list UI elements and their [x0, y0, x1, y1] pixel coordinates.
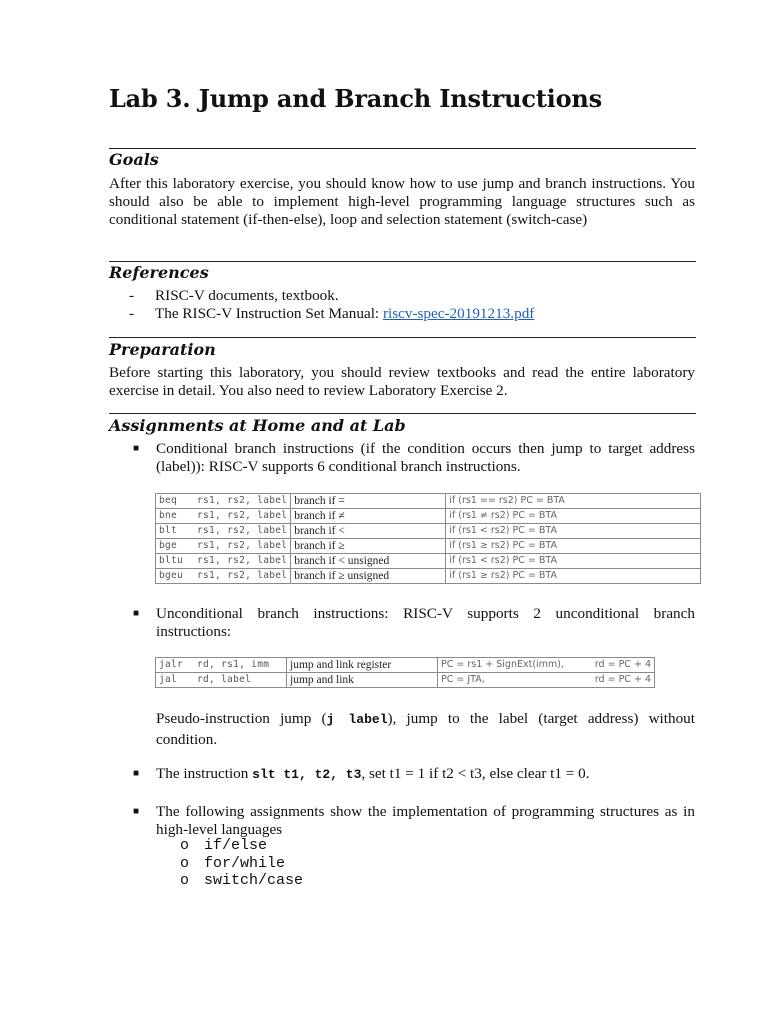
table-row: [156, 509, 701, 524]
instruction-cell: [156, 509, 291, 524]
semantics-right: rd = PC + 4: [594, 659, 651, 670]
instruction-cell: [156, 673, 287, 688]
semantics-cell: if (rs1 < rs2) PC = BTA: [446, 524, 701, 539]
instruction-cell: [156, 658, 287, 673]
instruction-cell: [156, 539, 291, 554]
jump-instructions-table: [155, 657, 655, 688]
text: ), jump to the label (target address) without condition.: [156, 710, 695, 748]
table-row: [156, 673, 655, 688]
riscv-spec-link[interactable]: riscv-spec-20191213.pdf: [382, 305, 535, 322]
bullet-marker: ■: [133, 443, 140, 454]
bullet-text: [156, 765, 695, 784]
table-row: [156, 524, 701, 539]
description-cell: branch if <: [291, 524, 446, 539]
bullet-text: Conditional branch instructions (if the condition occurs then jump to target address (label)): RISC-V supports 6 conditional branch instructions.: [156, 440, 695, 475]
table-row: [156, 539, 701, 554]
circle-marker: o: [180, 837, 190, 854]
reference-text: RISC-V documents, textbook.: [155, 287, 339, 304]
opcode: blt: [159, 525, 178, 536]
bullet-text: Unconditional branch instructions: RISC-V supports 2 unconditional branch instructions:: [156, 605, 695, 640]
circle-marker: o: [180, 854, 190, 872]
semantics-cell: if (rs1 ≥ rs2) PC = BTA: [446, 569, 701, 584]
goals-text: After this laboratory exercise, you should know how to use jump and branch instructions. You should also be able to implement high-level programming language structures such as conditional statement (if-then-else), loop and selection statement (switch-case): [109, 175, 695, 228]
section-divider: [109, 413, 696, 414]
instruction-cell: [156, 554, 291, 569]
operands: rs1, rs2, label: [197, 510, 288, 521]
code: slt t1, t2, t3: [252, 767, 362, 782]
opcode: beq: [159, 495, 178, 506]
bullet-text: The following assignments show the implementation of programming structures as in high-level languages: [156, 803, 695, 838]
operands: rs1, rs2, label: [197, 525, 288, 536]
operands: rs1, rs2, label: [197, 570, 288, 581]
text: The instruction: [156, 765, 253, 782]
instruction-cell: [156, 524, 291, 539]
structure-item: [180, 837, 303, 855]
description-cell: branch if ≥: [291, 539, 446, 554]
semantics-cell: [438, 658, 655, 673]
instruction-cell: [156, 494, 291, 509]
dash-marker: -: [129, 287, 135, 304]
semantics-cell: if (rs1 ≥ rs2) PC = BTA: [446, 539, 701, 554]
preparation-heading: Preparation: [109, 340, 216, 359]
text: Pseudo-instruction jump (: [156, 710, 327, 727]
operands: rs1, rs2, label: [197, 495, 288, 506]
semantics-left: PC = rs1 + SignExt(imm),: [441, 659, 564, 670]
dash-marker: -: [129, 305, 135, 322]
semantics-cell: if (rs1 == rs2) PC = BTA: [446, 494, 701, 509]
list-item: [133, 605, 695, 641]
bullet-marker: ■: [133, 768, 140, 779]
circle-marker: o: [180, 872, 190, 889]
list-item: [133, 765, 695, 783]
goals-heading: Goals: [109, 150, 159, 169]
semantics-cell: if (rs1 ≠ rs2) PC = BTA: [446, 509, 701, 524]
semantics-cell: if (rs1 < rs2) PC = BTA: [446, 554, 701, 569]
description-cell: branch if =: [291, 494, 446, 509]
opcode: bltu: [159, 555, 184, 566]
bullet-marker: ■: [133, 806, 140, 817]
section-divider: [109, 337, 696, 338]
reference-item: [129, 287, 339, 305]
semantics-right: rd = PC + 4: [594, 674, 651, 685]
pseudo-instruction-text: [156, 709, 695, 750]
opcode: jal: [159, 674, 178, 685]
table-row: [156, 554, 701, 569]
table-row: [156, 494, 701, 509]
opcode: jalr: [159, 659, 184, 670]
section-divider: [109, 148, 696, 149]
code: j label: [326, 712, 388, 727]
structure-label: for/while: [204, 854, 286, 872]
page-title: Lab 3. Jump and Branch Instructions: [109, 84, 602, 113]
structures-list: [180, 837, 303, 890]
reference-item: [129, 305, 534, 323]
operands: rs1, rs2, label: [197, 555, 288, 566]
section-divider: [109, 261, 696, 262]
opcode: bne: [159, 510, 178, 521]
opcode: bgeu: [159, 570, 184, 581]
structure-label: if/else: [204, 837, 268, 854]
description-cell: jump and link: [287, 673, 438, 688]
structure-label: switch/case: [204, 872, 304, 889]
reference-text: The RISC-V Instruction Set Manual:: [155, 305, 383, 322]
table-row: [156, 569, 701, 584]
description-cell: branch if < unsigned: [291, 554, 446, 569]
operands: rs1, rs2, label: [197, 540, 288, 551]
text: , set t1 = 1 if t2 < t3, else clear t1 = 0.: [361, 765, 590, 782]
semantics-cell: [438, 673, 655, 688]
instruction-cell: [156, 569, 291, 584]
structure-item: [180, 872, 303, 890]
list-item: [133, 440, 695, 476]
references-heading: References: [109, 263, 209, 282]
list-item: [133, 803, 695, 839]
branch-instructions-table: [155, 493, 701, 584]
bullet-marker: ■: [133, 608, 140, 619]
description-cell: branch if ≥ unsigned: [291, 569, 446, 584]
opcode: bge: [159, 540, 178, 551]
semantics-left: PC = JTA,: [441, 674, 485, 685]
structure-item: [180, 855, 303, 873]
assignments-heading: Assignments at Home and at Lab: [109, 416, 406, 435]
table-row: [156, 658, 655, 673]
operands: rd, rs1, imm: [197, 659, 270, 670]
preparation-text: Before starting this laboratory, you should review textbooks and read the entire laboratory exercise in detail. You also need to review Laboratory Exercise 2.: [109, 364, 695, 399]
description-cell: jump and link register: [287, 658, 438, 673]
description-cell: branch if ≠: [291, 509, 446, 524]
operands: rd, label: [197, 674, 252, 685]
